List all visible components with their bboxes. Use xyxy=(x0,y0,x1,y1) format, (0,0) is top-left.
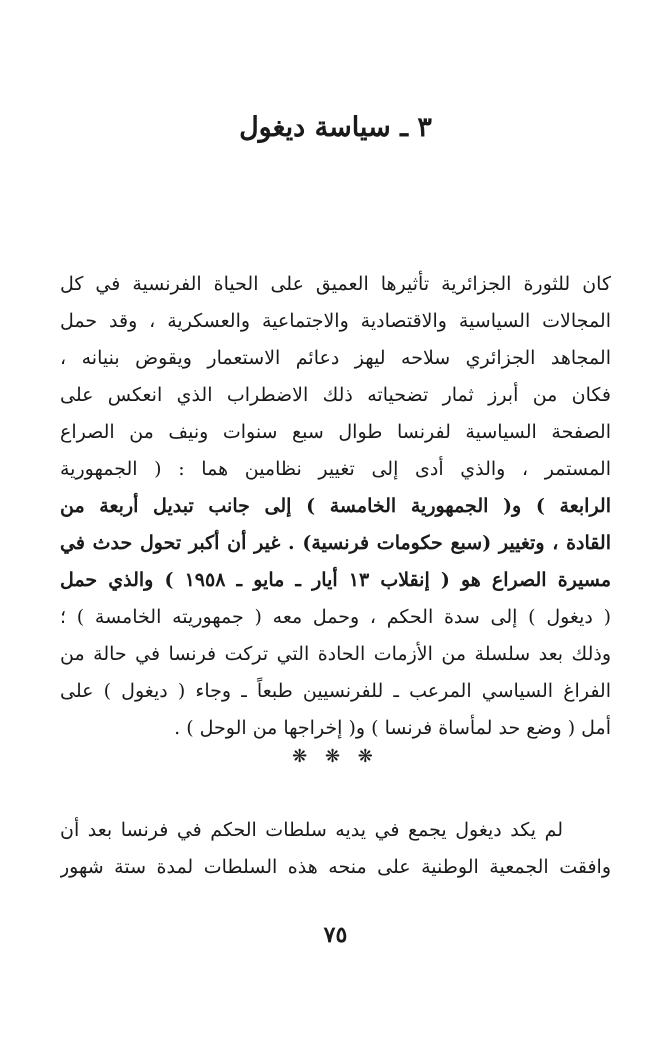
page-number: ٧٥ xyxy=(323,922,348,948)
paragraph-line-bold: الرابعة ) و( الجمهورية الخامسة ) إلى جانب تبديل أربعة من xyxy=(60,495,611,517)
paragraph-line-bold: القادة ، وتغيير (سبع حكومات فرنسية) . غير أن أكبر تحول حدث في xyxy=(60,532,611,554)
paragraph-2 xyxy=(60,812,611,886)
paragraph-line: المجالات السياسية والاقتصادية والاجتماعية والعسكرية ، وقد حمل xyxy=(60,310,611,332)
paragraph-line: المستمر ، والذي أدى إلى تغيير نظامين هما : ( الجمهورية xyxy=(60,458,611,480)
paragraph-line: كان للثورة الجزائرية تأثيرها العميق على الحياة الفرنسية في كل xyxy=(60,273,611,295)
paragraph-line: وذلك بعد سلسلة من الأزمات الحادة التي تركت فرنسا في حالة من xyxy=(60,643,611,665)
paragraph-line: ( ديغول ) إلى سدة الحكم ، وحمل معه ( جمهوريته الخامسة ) ؛ xyxy=(60,606,611,628)
chapter-title: ٣ ـ سياسة ديغول xyxy=(239,112,432,143)
paragraph-1 xyxy=(60,266,611,747)
paragraph-line: أمل ( وضع حد لمأساة فرنسا ) و( إخراجها من الوحل ) . xyxy=(174,717,611,739)
paragraph-line: وافقت الجمعية الوطنية على منحه هذه السلطات لمدة ستة شهور xyxy=(60,856,611,878)
paragraph-line: المجاهد الجزائري سلاحه ليهز دعائم الاستعمار ويقوض بنيانه ، xyxy=(60,347,611,369)
paragraph-line-bold: مسيرة الصراع هو ( إنقلاب ١٣ أيار ـ مايو ـ ١٩٥٨ ) والذي حمل xyxy=(60,569,611,591)
paragraph-line: الصفحة السياسية لفرنسا طوال سبع سنوات ونيف من الصراع xyxy=(60,421,611,443)
paragraph-line: فكان من أبرز ثمار تضحياته ذلك الاضطراب الذي انعكس على xyxy=(60,384,611,406)
paragraph-line: الفراغ السياسي المرعب ـ للفرنسيين طبعاً ـ وجاء ( ديغول ) على xyxy=(60,680,611,702)
section-separator: ❋ ❋ ❋ xyxy=(292,746,379,767)
paragraph-line: لم يكد ديغول يجمع في يديه سلطات الحكم في فرنسا بعد أن xyxy=(60,819,563,841)
